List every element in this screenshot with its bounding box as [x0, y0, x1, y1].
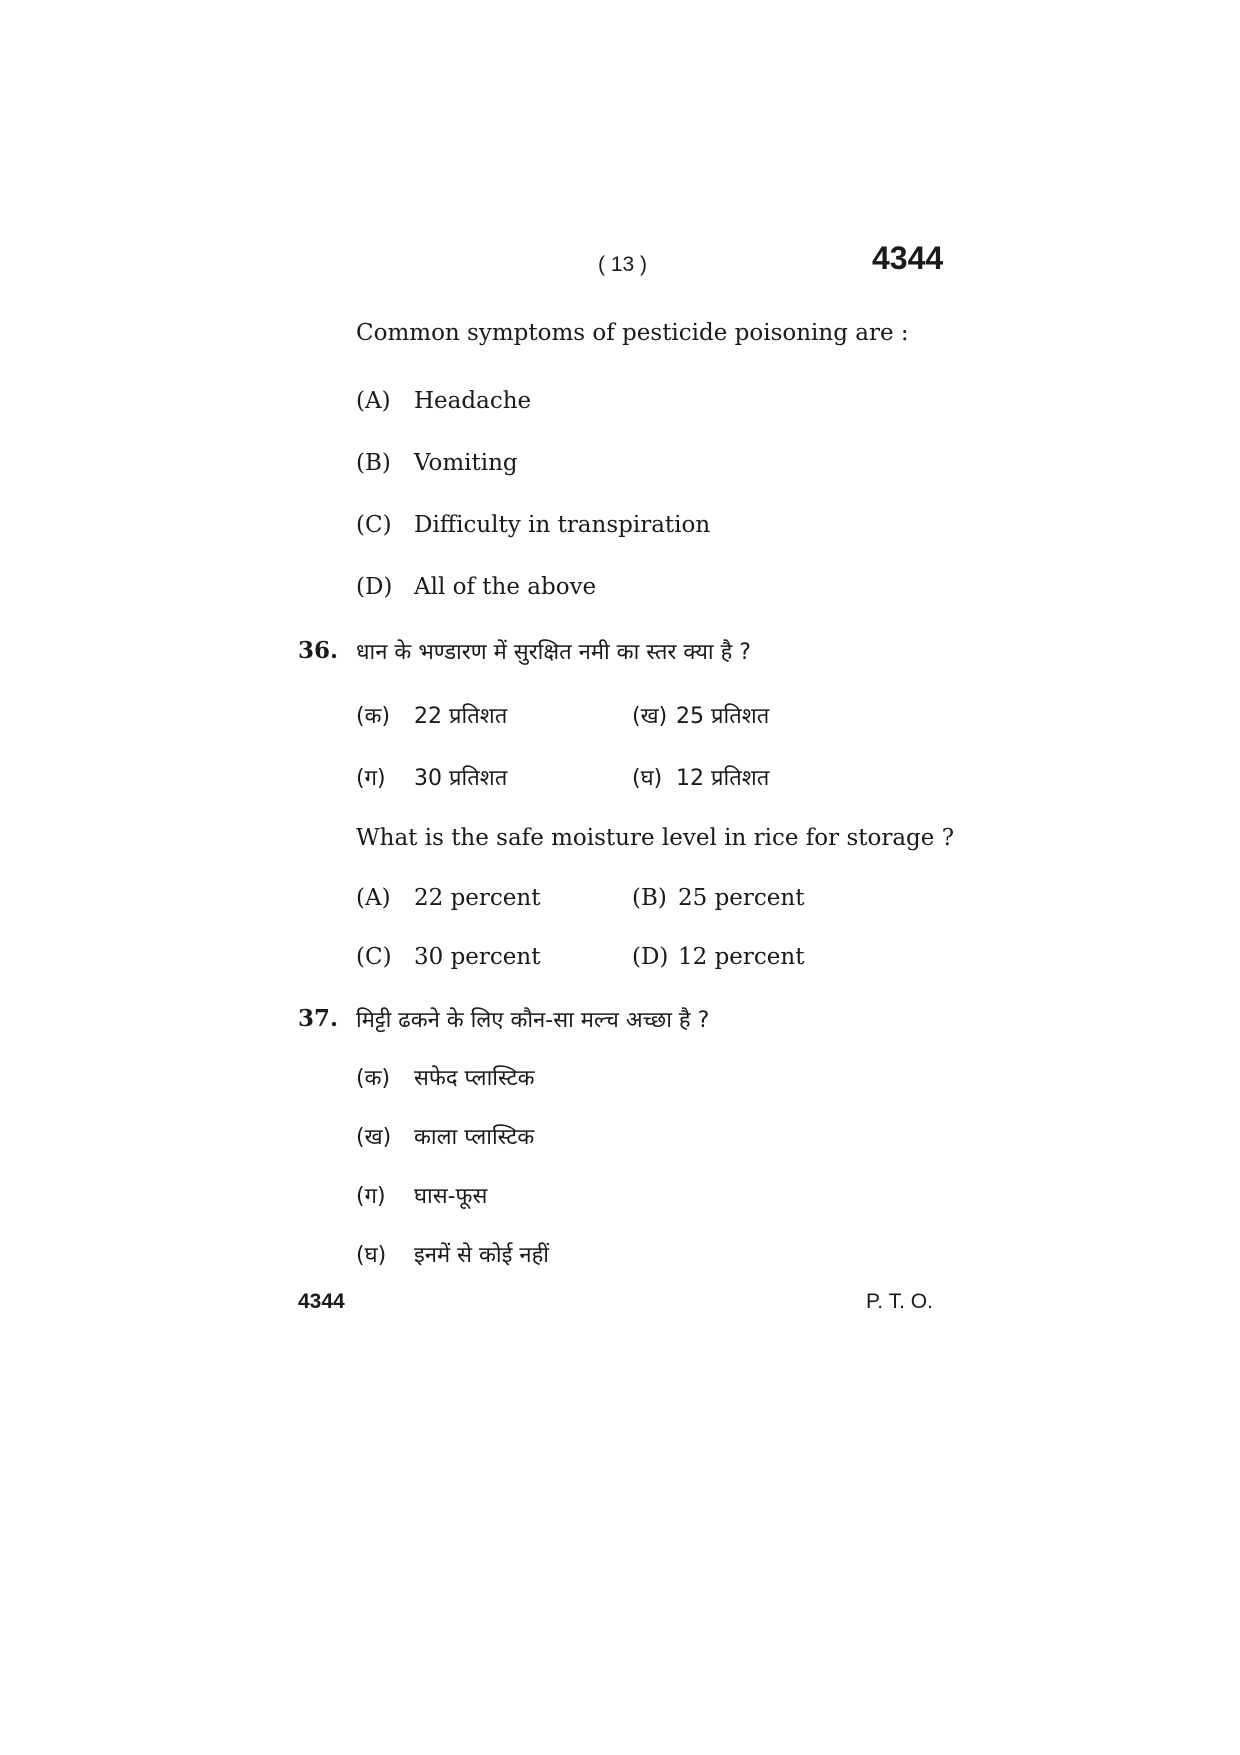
option-text: 25 percent	[678, 885, 805, 911]
question-36-hindi: धान के भण्डारण में सुरक्षित नमी का स्तर क्या है ?	[356, 640, 751, 665]
option-label: (C)	[356, 512, 392, 538]
question-number: 37.	[298, 1005, 339, 1032]
question-37-hindi: मिट्टी ढकने के लिए कौन-सा मल्च अच्छा है ?	[356, 1008, 710, 1033]
option-text: काला प्लास्टिक	[414, 1125, 535, 1150]
option-text: सफेद प्लास्टिक	[414, 1066, 535, 1091]
question-number: 36.	[298, 637, 339, 664]
option-label: (D)	[632, 944, 669, 970]
option-label: (A)	[356, 388, 391, 414]
option-text: Vomiting	[414, 450, 518, 476]
option-text: Difficulty in transpiration	[414, 512, 711, 538]
option-label: (ख)	[356, 1125, 392, 1150]
option-text: 30 percent	[414, 944, 541, 970]
option-text: 22 percent	[414, 885, 541, 911]
option-label: (क)	[356, 704, 391, 729]
question-36-english: What is the safe moisture level in rice for storage ?	[356, 825, 955, 851]
option-label: (क)	[356, 1066, 391, 1091]
option-text: 30 प्रतिशत	[414, 766, 508, 791]
option-text: घास-फूस	[414, 1184, 488, 1209]
footer-paper-code: 4344	[298, 1290, 345, 1313]
question-35-english: Common symptoms of pesticide poisoning are :	[356, 320, 909, 346]
pto-label: P. T. O.	[866, 1290, 933, 1313]
option-label: (घ)	[632, 766, 663, 791]
option-text: इनमें से कोई नहीं	[414, 1243, 550, 1268]
option-label: (ग)	[356, 1184, 386, 1209]
option-label: (ख)	[632, 704, 668, 729]
option-label: (B)	[632, 885, 667, 911]
option-text: 12 percent	[678, 944, 805, 970]
page-number: ( 13 )	[598, 253, 648, 276]
option-text: Headache	[414, 388, 532, 414]
option-label: (C)	[356, 944, 392, 970]
option-label: (A)	[356, 885, 391, 911]
option-text: All of the above	[414, 574, 597, 600]
option-label: (ग)	[356, 766, 386, 791]
option-label: (D)	[356, 574, 393, 600]
option-label: (B)	[356, 450, 391, 476]
option-text: 22 प्रतिशत	[414, 704, 508, 729]
option-text: 12 प्रतिशत	[676, 766, 770, 791]
option-label: (घ)	[356, 1243, 387, 1268]
paper-code: 4344	[872, 240, 944, 276]
option-text: 25 प्रतिशत	[676, 704, 770, 729]
